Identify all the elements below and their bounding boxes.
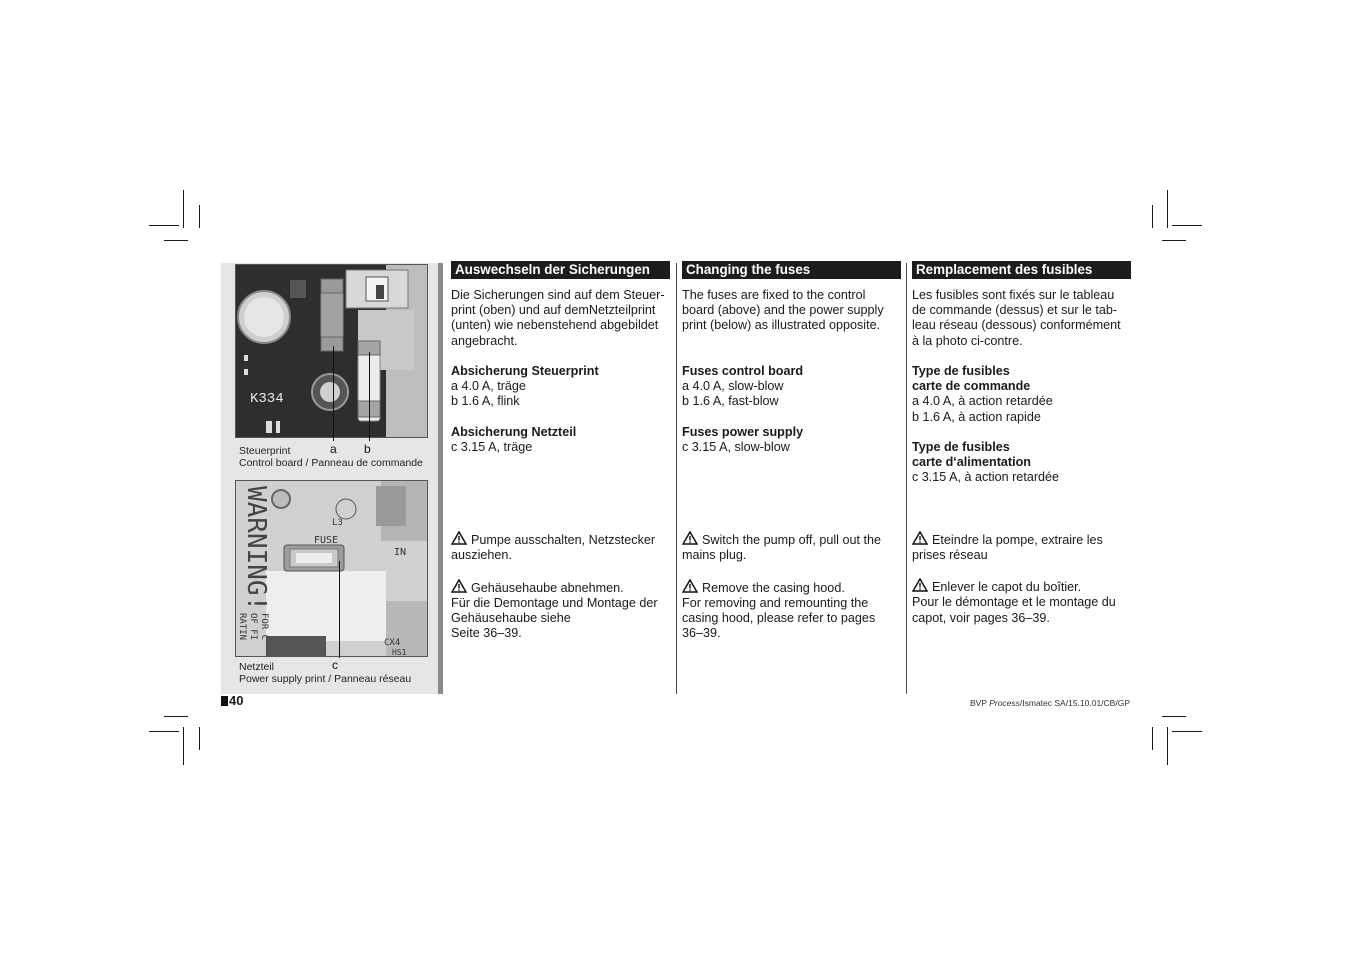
marker-a: a	[330, 442, 337, 456]
fuse-spec: b 1.6 A, flink	[451, 394, 520, 409]
intro-line: angebracht.	[451, 333, 518, 348]
footer-prefix: BVP	[969, 698, 990, 708]
warning-triangle-icon	[451, 531, 467, 545]
warning-text: casing hood, please refer to pages	[682, 611, 876, 626]
fuse-spec: a 4.0 A, à action retardée	[912, 394, 1053, 409]
intro-line: leau réseau (dessous) conformément	[912, 318, 1121, 333]
warning-text: Für die Demontage und Montage der	[451, 596, 658, 610]
small-print-5: HS1	[392, 648, 407, 656]
warning-step	[682, 531, 901, 548]
warning-text: Seite 36–39.	[451, 626, 522, 641]
column-english	[682, 261, 901, 642]
warning-step	[682, 579, 901, 596]
fuse-spec: c 3.15 A, träge	[451, 440, 533, 454]
column-german	[451, 261, 670, 642]
intro-line: de commande (dessus) et sur le tab-	[912, 303, 1118, 318]
intro-line: à la photo ci-contre.	[912, 333, 1023, 348]
intro-line: board (above) and the power supply	[682, 303, 884, 318]
fuse-spec: c 3.15 A, slow-blow	[682, 439, 790, 454]
fuse-group-title: Fuses control board	[682, 363, 804, 378]
warning-text: Gehäusehaube abnehmen.	[471, 580, 624, 595]
footer-suffix: /Ismatec SA/15.10.01/CB/GP	[1019, 698, 1130, 708]
warning-text: For removing and remounting the	[682, 595, 869, 610]
small-print-3: RATIN	[237, 613, 247, 641]
fuse-print: FUSE	[314, 535, 339, 546]
warning-triangle-icon	[912, 531, 928, 545]
warning-text: prises réseau	[912, 547, 988, 562]
in-print: IN	[394, 547, 407, 558]
intro-line: (unten) wie nebenstehend abgebildet	[451, 318, 659, 333]
warning-step	[451, 579, 670, 596]
power-supply-photo	[235, 480, 428, 657]
control-board-caption	[239, 445, 423, 469]
fuse-group-title: Absicherung Steuerprint	[451, 364, 599, 378]
control-board-illustration	[236, 265, 427, 437]
power-supply-caption	[239, 661, 411, 685]
caption-line: Power supply print / Panneau réseau	[239, 673, 412, 685]
fuse-group-title: Type de fusibles	[912, 364, 1010, 378]
intro-line: Les fusibles sont fixés sur le tableau	[912, 288, 1115, 302]
warning-text: 36–39.	[682, 626, 721, 641]
sidebar-rule	[438, 263, 443, 694]
warning-text: Gehäusehaube siehe	[451, 611, 571, 626]
small-print-2: OF FI	[248, 613, 258, 641]
warning-text: Pour le démontage et le montage du	[912, 595, 1116, 610]
fuse-group-title: Absicherung Netzteil	[451, 424, 577, 439]
warning-text: Pumpe ausschalten, Netzstecker	[471, 533, 656, 548]
fuse-spec: a 4.0 A, träge	[451, 379, 526, 394]
fuse-spec: b 1.6 A, à action rapide	[912, 409, 1041, 424]
footer-italic: Process	[989, 698, 1020, 708]
page-number-text: 40	[229, 693, 244, 708]
fuse-group-title: carte de commande	[912, 379, 1031, 394]
fuse-group-title: carte d‘alimentation	[912, 455, 1031, 470]
column-separator	[676, 263, 677, 694]
fuse-group-title: Type de fusibles	[912, 440, 1010, 454]
warning-step	[912, 578, 1131, 595]
caption-line: Steuerprint	[239, 445, 291, 457]
page-number	[221, 693, 243, 708]
fuse-group-title: Fuses power supply	[682, 424, 804, 439]
marker-b: b	[364, 442, 371, 456]
warning-triangle-icon	[682, 579, 698, 593]
warning-triangle-icon	[912, 578, 928, 592]
board-label: K334	[250, 391, 284, 407]
intro-line: print (oben) und auf demNetzteilprint	[451, 303, 656, 318]
warning-text: Switch the pump off, pull out the	[702, 533, 881, 548]
warning-text: mains plug.	[682, 548, 747, 563]
leader-b	[369, 352, 370, 441]
column-french	[912, 261, 1131, 626]
warning-text: capot, voir pages 36–39.	[912, 610, 1050, 625]
fuse-spec: c 3.15 A, à action retardée	[912, 470, 1060, 485]
section-heading: Changing the fuses	[682, 261, 901, 279]
intro-line: Die Sicherungen sind auf dem Steuer-	[451, 288, 665, 302]
warning-print: WARNING!	[241, 486, 271, 612]
section-heading: Auswechseln der Sicherungen	[451, 261, 670, 279]
warning-text: Remove the casing hood.	[702, 580, 845, 595]
warning-text: ausziehen.	[451, 548, 512, 563]
page-number-marker	[221, 696, 228, 706]
section-heading: Remplacement des fusibles	[912, 261, 1131, 279]
warning-triangle-icon	[451, 579, 467, 593]
fuse-spec: b 1.6 A, fast-blow	[682, 394, 779, 409]
column-separator	[906, 263, 907, 694]
marker-c: c	[332, 658, 338, 672]
leader-a	[333, 346, 334, 441]
small-print-1: FOR C	[259, 613, 269, 641]
leader-c	[339, 561, 340, 658]
warning-text: Eteindre la pompe, extraire les	[932, 532, 1103, 547]
document-footer	[970, 698, 1130, 708]
caption-line: Netzteil	[239, 661, 275, 673]
warning-text: Enlever le capot du boîtier.	[932, 580, 1082, 595]
small-print-4: CX4	[384, 638, 401, 648]
control-board-photo	[235, 264, 428, 438]
intro-line: The fuses are fixed to the control	[682, 288, 866, 302]
warning-step	[912, 531, 1131, 548]
l3-print: L3	[332, 518, 343, 528]
caption-line: Control board / Panneau de commande	[239, 457, 423, 469]
power-supply-illustration	[236, 481, 427, 656]
warning-step	[451, 531, 670, 548]
intro-line: print (below) as illustrated opposite.	[682, 318, 881, 333]
warning-triangle-icon	[682, 531, 698, 545]
fuse-spec: a 4.0 A, slow-blow	[682, 379, 784, 394]
